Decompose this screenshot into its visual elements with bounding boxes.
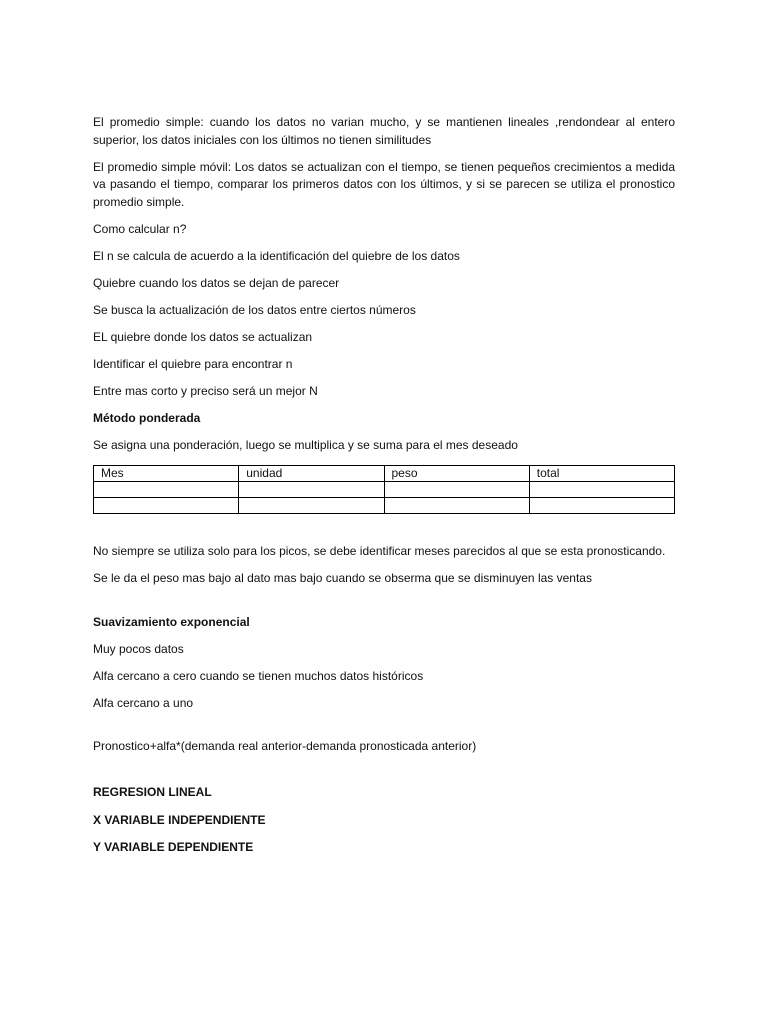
paragraph-alpha-near-zero: Alfa cercano a cero cuando se tienen muchos datos históricos [93, 669, 424, 684]
paragraph-y-dependent: Y VARIABLE DEPENDIENTE [93, 839, 254, 854]
table-cell [384, 481, 529, 497]
table-row [94, 481, 675, 497]
column-header-mes: Mes [94, 465, 239, 481]
table-cell [384, 497, 529, 513]
paragraph-weighted-intro: Se asigna una ponderación, luego se multiplica y se suma para el mes deseado [93, 438, 518, 453]
table-cell [239, 497, 384, 513]
table-cell [239, 481, 384, 497]
paragraph-n-calculation: El n se calcula de acuerdo a la identificación del quiebre de los datos [93, 248, 460, 263]
paragraph-identify-break: Identificar el quiebre para encontrar n [93, 357, 293, 372]
paragraph-moving-average: El promedio simple móvil: Los datos se actualizan con el tiempo, se tienen pequeños crecimientos a medida va pasando el tiempo, comparar los primeros datos con los últimos, y si se parecen se utiliza el pronostico promedio simple. [93, 159, 675, 209]
paragraph-lowest-weight: Se le da el peso mas bajo al dato mas bajo cuando se obserma que se disminuyen las ventas [93, 570, 592, 585]
paragraph-break-update: EL quiebre donde los datos se actualizan [93, 330, 313, 345]
weights-table [93, 465, 675, 514]
paragraph-not-only-peaks: No siempre se utiliza solo para los picos, se debe identificar meses parecidos al que se esta pronosticando. [93, 543, 666, 558]
paragraph-simple-average: El promedio simple: cuando los datos no varian mucho, y se mantienen lineales ,rendondear al entero superior, los datos iniciales con los últimos no tienen similitudes [93, 115, 675, 147]
paragraph-alpha-near-one: Alfa cercano a uno [93, 696, 194, 711]
column-header-total: total [529, 465, 674, 481]
heading-linear-regression: REGRESION LINEAL [93, 785, 212, 800]
column-header-peso: peso [384, 465, 529, 481]
paragraph-shorter-better: Entre mas corto y preciso será un mejor N [93, 384, 318, 399]
paragraph-few-data: Muy pocos datos [93, 642, 184, 657]
table-cell [529, 497, 674, 513]
paragraph-data-update: Se busca la actualización de los datos entre ciertos números [93, 302, 416, 317]
heading-weighted-method: Método ponderada [93, 411, 201, 426]
table-header-row [94, 465, 675, 481]
table-row [94, 497, 675, 513]
column-header-unidad: unidad [239, 465, 384, 481]
paragraph-break-definition: Quiebre cuando los datos se dejan de parecer [93, 275, 340, 290]
table-cell [529, 481, 674, 497]
document-page [93, 114, 675, 866]
paragraph-formula: Pronostico+alfa*(demanda real anterior-demanda pronosticada anterior) [93, 738, 477, 753]
heading-exponential-smoothing: Suavizamiento exponencial [93, 615, 250, 630]
table-cell [94, 481, 239, 497]
paragraph-how-to-calculate-n: Como calcular n? [93, 221, 187, 236]
paragraph-x-independent: X VARIABLE INDEPENDIENTE [93, 812, 266, 827]
table-cell [94, 497, 239, 513]
